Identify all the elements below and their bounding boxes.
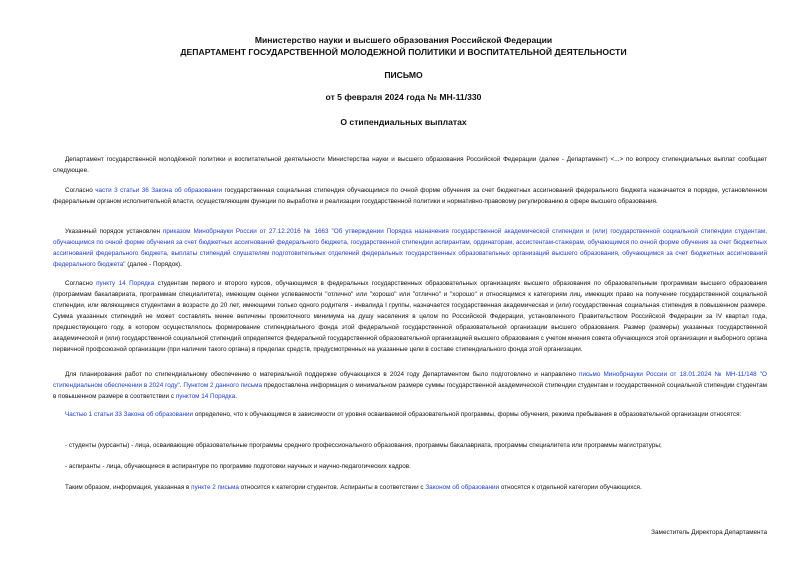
paragraph-text: Для планирования работ по стипендиальному обеспечению о материальной поддержке обучающихся в 2024 году Департаментом было подготовлено и направлено <box>65 371 580 378</box>
paragraph-text: студентам первого и второго курсов, обучающимся в федеральных государственных образовательных организациях высшего образования по образовательным программам высшего образования (программам бакалавриата, программам специалитета), имеющим оценки успеваемости "отлично" или "хорошо" или "отлично" и "хорошо" и относящимся к категориям лиц, имеющих право на получение государственной социальной стипендии, или являющимся студентами в возрасте до 20 лет, имеющими только одного родителя - инвалида I группы, назначается государственная академическая и (или) государственная социальная стипендия в повышенном размере. Сумма указанных стипендий не может составлять менее величины прожиточного минимума на душу населения в целом по Российской Федерации, установленного Правительством Российской Федерации за IV квартал года, предшествующего году, в котором осуществлялось формирование стипендиального фонда этой федеральной государственной образовательной организации высшего образования. Размер (размеры) указанных государственной академической и (или) государственной социальной стипендий определяется федеральной государственной образовательной организацией высшего образования с учетом мнения совета обучающихся этой организации и выборного органа первичной профсоюзной организации (при наличии такого органа) в пределах средств, предусмотренных на указанные цели в составе стипендиального фонда этой организации. <box>53 280 767 353</box>
paragraph-text: предоставлена информация о минимальном размере суммы государственной академической стипендии студентам и государственной социальной стипендии студентам в повышенном размере в соответствии с <box>53 382 767 400</box>
list-item-postgraduates <box>53 461 767 472</box>
order-point-14-link[interactable]: пункту 14 Порядка <box>96 280 155 287</box>
letter-point-2-link[interactable]: Пунктом 2 данного письма <box>183 382 263 389</box>
paragraph-text: относится к категории студентов. Аспиранты в соответствии с <box>238 484 426 491</box>
signature-title: Заместитель Директора Департамента <box>651 529 767 536</box>
letter-point-2-link[interactable]: пункте 2 письма <box>191 484 239 491</box>
paragraph-article-33 <box>53 409 767 420</box>
document-subject: О стипендиальных выплатах <box>340 117 467 127</box>
paragraph-text: Согласно <box>65 280 97 287</box>
paragraph-text: (далее - Порядок). <box>125 261 182 268</box>
ministry-letter-link[interactable]: письмо Минобрнауки России от 18.01.2024 № МН-11/148 "О стипендиальном обеспечении в 2024 году" <box>53 371 767 389</box>
list-item-students <box>53 440 767 451</box>
paragraph-law-reference <box>53 185 767 207</box>
law-article-link[interactable]: части 3 статьи 36 Закона об образовании <box>95 187 223 194</box>
paragraph-order-reference <box>53 226 767 270</box>
paragraph-text: Таким образом, информация, указанная в <box>65 484 192 491</box>
paragraph-text: Департамент государственной молодёжной политики и воспитательной деятельности Министерства науки и высшего образования Российской Федерации (далее - Департамент) <...> по вопросу стипендиальных выплат сообщает следующее. <box>53 156 767 174</box>
paragraph-text: - аспиранты - лица, обучающиеся в аспирантуре по программе подготовки научных и научно-педагогических кадров. <box>65 463 411 470</box>
paragraph-intro <box>53 154 767 176</box>
paragraph-point-14 <box>53 278 767 355</box>
ministry-title: Министерство науки и высшего образования Российской Федерации <box>254 35 553 45</box>
document-type: ПИСЬМО <box>384 70 423 80</box>
law-article-33-link[interactable]: Частью 1 статьи 33 Закона об образовании <box>65 411 194 418</box>
paragraph-text: . <box>235 393 237 400</box>
ministry-order-link[interactable]: приказом Минобрнауки России от 27.12.2016 № 1663 "Об утверждении Порядка назначения государственной академической стипендии и (или) государственной социальной стипендии студентам, обучающимся по очной форме обучения за счет бюджетных ассигнований федерального бюджета, государственной стипендии аспирантам, ординаторам, ассистентам-стажерам, обучающимся по очной форме обучения за счет бюджетных ассигнований федерального бюджета, выплаты стипендий слушателям подготовительных отделений федеральных государственных образовательных организаций высшего образования, обучающимся за счет бюджетных ассигнований федерального бюджета" <box>53 228 767 268</box>
paragraph-text: определено, что к обучающимся в зависимости от уровня осваиваемой образовательной программы, формы обучения, режима пребывания в образовательной организации относятся: <box>193 411 742 418</box>
order-point-14-link[interactable]: пунктом 14 Порядка <box>175 393 236 400</box>
department-title: ДЕПАРТАМЕНТ ГОСУДАРСТВЕННОЙ МОЛОДЕЖНОЙ ПОЛИТИКИ И ВОСПИТАТЕЛЬНОЙ ДЕЯТЕЛЬНОСТИ <box>180 47 627 57</box>
document-date-number: от 5 февраля 2024 года № МН-11/330 <box>325 92 482 102</box>
paragraph-text: государственная социальная стипендия обучающимся по очной форме обучения за счет бюджетных ассигнований федерального бюджета назначается в порядке, установленном федеральным органом исполнительной власти, осуществляющим функции по выработке и реализации государственной политики и нормативно-правовому регулированию в сфере высшего образования. <box>53 187 767 205</box>
education-law-link[interactable]: Законом об образовании <box>425 484 500 491</box>
paragraph-planning <box>53 369 767 402</box>
paragraph-text: Указанный порядок установлен <box>65 228 163 235</box>
paragraph-conclusion <box>53 482 767 493</box>
paragraph-text: - студенты (курсанты) - лица, осваивающие образовательные программы среднего профессионального образования, программы бакалавриата, программы специалитета или программы магистратуры; <box>65 442 662 449</box>
paragraph-text: относятся к отдельной категории обучающихся. <box>499 484 642 491</box>
paragraph-text: . <box>179 382 184 389</box>
paragraph-text: Согласно <box>65 187 96 194</box>
